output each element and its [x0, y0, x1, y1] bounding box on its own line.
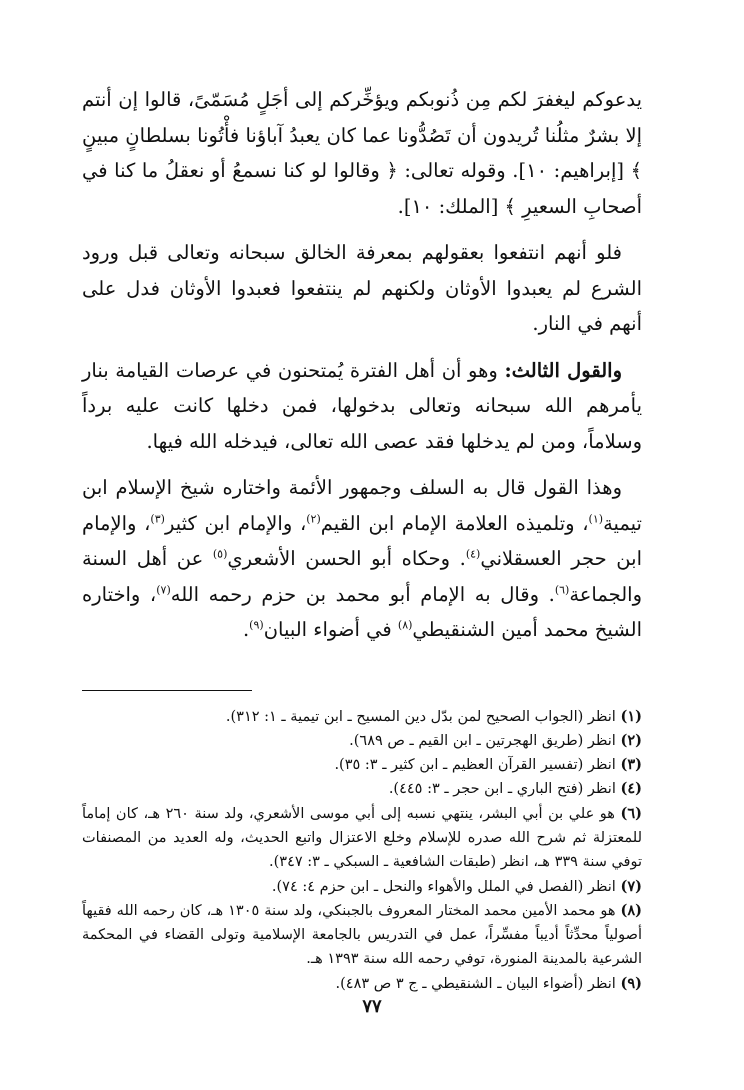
footnote-item: [82, 753, 642, 777]
footnote-item: [82, 729, 642, 753]
footnote-text: انظر (الفصل في الملل والأهواء والنحل ـ ابن حزم ٤: ٧٤).: [271, 878, 621, 895]
scholars-text-f: عن أهل السنة والجماعة: [82, 547, 642, 606]
footnote-ref-3: (٣): [150, 512, 165, 525]
footnote-number: (٢): [620, 731, 642, 749]
footnote-ref-6: (٦): [554, 583, 570, 596]
footnote-number: (٣): [620, 756, 642, 774]
footnotes: [82, 705, 642, 997]
footnote-number: (٧): [620, 877, 642, 895]
footnote-ref-7: (٧): [156, 583, 171, 596]
footnote-item: [82, 875, 642, 899]
scholars-text-c: ، والإمام ابن كثير: [164, 511, 307, 535]
footnote-item: [82, 705, 642, 729]
footnote-text: هو محمد الأمين محمد المختار المعروف بالجبنكي، ولد سنة ١٣٠٥ هـ، كان رحمه الله فقيهاً أصولياً محدِّثاً أديباً مفسِّراً، عمل في التدريس بالجامعة الإسلامية وتولى القضاء في المحكمة الشرعية بالمدينة المنورة، توفي رحمه الله سنة ١٣٩٣ هـ.: [82, 902, 642, 968]
scholars-text-d: ، والإمام ابن حجر العسقلاني: [82, 511, 642, 570]
footnote-number: (١): [620, 707, 642, 725]
footnote-number: (٨): [620, 901, 642, 919]
footnote-ref-9: (٩): [249, 618, 264, 632]
footnote-text: انظر (الجواب الصحيح لمن بدّل دين المسيح ـ ابن تيمية ـ ١: ٣١٢).: [225, 708, 621, 725]
scholars-text-i: في أضواء البيان: [263, 618, 398, 641]
footnote-text: هو علي بن أبي البشر، ينتهي نسبه إلى أبي موسى الأشعري، ولد سنة ٢٦٠ هـ، كان إماماً للمعتزلة ثم شرح الله صدره للإسلام وخلع الاعتزال واتبع الحديث، وله العديد من المصنفات توفي سنة ٣٣٩ هـ، انظر (طبقات الشافعية ـ السبكي ـ ٣: ٣٤٧).: [82, 805, 642, 871]
footnote-item: [82, 802, 642, 875]
scholars-text-a: وهذا القول قال به السلف وجمهور الأئمة واختاره شيخ الإسلام ابن تيمية: [82, 476, 642, 535]
footnote-number: (٦): [620, 804, 642, 822]
paragraph-reason: فلو أنهم انتفعوا بعقولهم بمعرفة الخالق سبحانه وتعالى قبل ورود الشرع لم يعبدوا الأوثان ولكنهم لم ينتفعوا فعبدوا الأوثان فدل على أنهم في النار.: [82, 241, 642, 335]
scholars-text-e: . وحكاه أبو الحسن الأشعري: [227, 547, 466, 570]
paragraph-third-opinion: [82, 353, 642, 460]
scholars-text-b: ، وتلميذه العلامة الإمام ابن القيم: [320, 511, 589, 535]
footnote-ref-2: (٢): [306, 512, 321, 525]
paragraph-quran-quote: يدعوكم ليغفرَ لكم مِن ذُنوبكم ويؤخِّركم إلى أجَلٍ مُسَمّىً، قالوا إن أنتم إلا بشرٌ مثلُنا تُريدون أن تَصُدُّونا عما كان يعبدُ آباؤنا فأْتُونا بسلطانٍ مبينٍ ﴾ [إبراهيم: ١٠]. وقوله تعالى: ﴿ وقالوا لو كنا نسمعُ أو نعقلُ ما كنا في أصحابِ السعيرِ ﴾ [الملك: ١٠].: [82, 88, 642, 218]
third-opinion-heading: والقول الثالث:: [504, 358, 622, 382]
footnote-text: انظر (طريق الهجرتين ـ ابن القيم ـ ص ٦٨٩).: [349, 732, 621, 749]
footnote-item: [82, 972, 642, 996]
footnote-text: انظر (تفسير القرآن العظيم ـ ابن كثير ـ ٣: ٣٥).: [334, 757, 621, 774]
footnote-item: [82, 899, 642, 972]
page-number: ٧٧: [362, 996, 382, 1017]
footnote-text: انظر (أضواء البيان ـ الشنقيطي ـ ج ٣ ص ٤٨٣).: [335, 975, 621, 992]
footnote-ref-4: (٤): [465, 547, 481, 561]
footnote-ref-8: (٨): [397, 618, 413, 632]
page-body: [82, 82, 642, 996]
scholars-text-h: ، واختاره الشيخ محمد أمين الشنقيطي: [82, 582, 642, 641]
scholars-text-j: .: [242, 618, 250, 641]
footnote-ref-5: (٥): [212, 547, 228, 561]
footnote-divider: [82, 690, 252, 691]
third-opinion-text: وهو أن أهل الفترة يُمتحنون في عرصات القيامة بنار يأمرهم الله سبحانه وتعالى بدخولها، فمن دخلها كانت عليه برداً وسلاماً، ومن لم يدخلها فقد عصى الله تعالى، فيدخله الله فيها.: [82, 358, 642, 453]
footnote-ref-1: (١): [588, 512, 604, 525]
paragraph-scholars: [82, 470, 642, 648]
footnote-item: [82, 777, 642, 801]
scholars-text-g: . وقال به الإمام أبو محمد بن حزم رحمه الله: [170, 582, 555, 606]
footnote-text: انظر (فتح الباري ـ ابن حجر ـ ٣: ٤٤٥).: [388, 781, 621, 798]
footnote-number: (٤): [620, 780, 642, 798]
footnote-number: (٩): [620, 974, 642, 992]
